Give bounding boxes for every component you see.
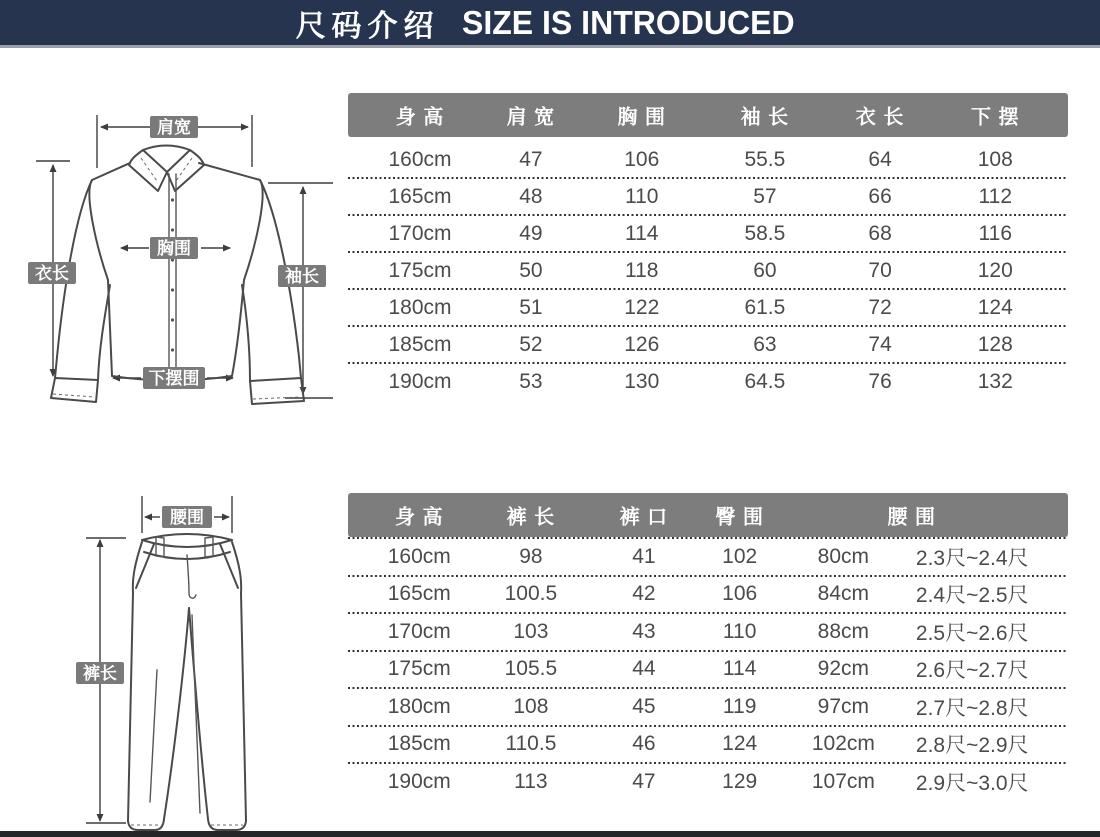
chest-label [150, 237, 198, 259]
table-cell: 52 [519, 332, 543, 356]
table-cell: 42 [632, 582, 656, 606]
table-cell: 170cm [387, 619, 451, 643]
table-cell: 44 [632, 657, 656, 681]
table-cell: 51 [519, 295, 543, 319]
shirt-size-table [348, 93, 1068, 399]
table-cell: 130 [624, 369, 660, 393]
table-row [348, 764, 1068, 800]
table-cell: 97cm [817, 694, 870, 718]
table-cell: 63 [753, 332, 777, 356]
table-cell: 108 [977, 147, 1013, 171]
table-cell: 57 [753, 184, 777, 208]
table-cell: 64 [868, 147, 892, 171]
table-cell: 180cm [387, 694, 451, 718]
table-cell: 185cm [387, 732, 451, 756]
table-cell: 114 [625, 221, 659, 245]
table-cell: 58.5 [744, 221, 786, 245]
shoulder-width-label-text: 肩宽 [157, 118, 191, 137]
column-header: 裤 口 [619, 506, 669, 529]
table-cell: 74 [868, 332, 892, 356]
table-cell: 165cm [388, 184, 452, 208]
column-header: 腰 围 [887, 506, 937, 529]
table-cell: 105.5 [504, 657, 558, 681]
pants-size-table [348, 493, 1068, 800]
table-cell: 170cm [388, 221, 452, 245]
table-cell: 47 [632, 769, 656, 793]
table-row [348, 689, 1068, 725]
column-header: 身 高 [395, 106, 445, 129]
table-cell: 110.5 [505, 732, 557, 756]
shoulder-width-label [150, 116, 198, 138]
table-cell: 2.4尺~2.5尺 [915, 584, 1029, 608]
table-cell: 2.3尺~2.4尺 [915, 546, 1029, 570]
column-header: 裤 长 [506, 506, 556, 529]
table-cell: 61.5 [744, 295, 786, 319]
table-cell: 190cm [388, 369, 452, 393]
shirt-table-body [348, 142, 1068, 399]
shirt-drawing [51, 146, 304, 405]
pants-drawing [128, 534, 246, 830]
table-cell: 2.7尺~2.8尺 [915, 696, 1029, 720]
pants-length-label-text: 裤长 [83, 664, 117, 683]
table-cell: 108 [513, 694, 549, 718]
table-cell: 47 [519, 147, 543, 171]
column-header: 身 高 [394, 506, 444, 529]
table-cell: 45 [632, 694, 656, 718]
column-header: 下 摆 [970, 106, 1020, 129]
table-row [348, 727, 1068, 763]
table-cell: 165cm [387, 582, 451, 606]
table-cell: 84cm [817, 582, 870, 606]
table-cell: 68 [868, 221, 892, 245]
table-cell: 72 [868, 295, 892, 319]
waist-label [162, 506, 212, 528]
table-row [348, 364, 1068, 399]
table-cell: 120 [977, 258, 1013, 282]
table-cell: 50 [519, 258, 543, 282]
table-cell: 132 [977, 369, 1013, 393]
table-cell: 128 [977, 332, 1013, 356]
chest-label-text: 胸围 [157, 239, 191, 258]
table-cell: 49 [519, 221, 543, 245]
title-banner [0, 0, 1100, 48]
table-cell: 102 [722, 544, 758, 568]
table-cell: 110 [722, 619, 757, 643]
table-cell: 116 [978, 221, 1013, 245]
sleeve-length-label-text: 袖长 [285, 267, 319, 286]
column-header: 衣 长 [855, 106, 905, 129]
table-cell: 53 [519, 369, 543, 393]
table-cell: 43 [632, 619, 656, 643]
pants-table-header [348, 493, 1068, 537]
table-cell: 41 [632, 544, 656, 568]
table-cell: 119 [722, 694, 757, 718]
table-cell: 110 [625, 184, 659, 208]
column-header: 肩 宽 [506, 106, 556, 129]
table-cell: 76 [868, 369, 892, 393]
sleeve-length-label [278, 265, 326, 287]
table-cell: 160cm [387, 544, 451, 568]
table-cell: 175cm [387, 657, 451, 681]
table-cell: 185cm [388, 332, 452, 356]
table-cell: 124 [722, 732, 758, 756]
table-cell: 48 [519, 184, 543, 208]
column-header: 袖 长 [740, 106, 790, 129]
hem-label-text: 下摆围 [148, 369, 200, 388]
table-cell: 160cm [388, 147, 452, 171]
column-header: 胸 围 [617, 106, 667, 129]
table-row [348, 179, 1068, 214]
table-cell: 2.9尺~3.0尺 [915, 771, 1029, 795]
table-cell: 66 [868, 184, 892, 208]
waist-label-text: 腰围 [170, 508, 204, 527]
table-cell: 106 [624, 147, 660, 171]
hem-label [143, 367, 205, 389]
bottom-border-bar [0, 831, 1100, 837]
table-cell: 175cm [388, 258, 452, 282]
table-cell: 98 [519, 544, 543, 568]
table-cell: 103 [513, 619, 549, 643]
garment-length-label [28, 262, 76, 284]
table-row [348, 539, 1068, 575]
table-cell: 60 [753, 258, 777, 282]
table-cell: 64.5 [744, 369, 786, 393]
table-cell: 124 [977, 295, 1013, 319]
table-cell: 92cm [817, 657, 870, 681]
page-title-zh: 尺码介绍 [295, 9, 440, 43]
pants-diagram [50, 478, 350, 833]
table-row [348, 253, 1068, 288]
table-cell: 112 [978, 184, 1013, 208]
page-title-en: SIZE IS INTRODUCED [461, 3, 795, 41]
table-cell: 55.5 [744, 147, 786, 171]
shirt-diagram [0, 95, 345, 415]
table-cell: 106 [722, 582, 758, 606]
table-cell: 70 [868, 258, 892, 282]
table-cell: 2.8尺~2.9尺 [915, 734, 1029, 758]
table-row [348, 142, 1068, 177]
column-header: 臀 围 [715, 506, 764, 529]
shirt-table-header [348, 93, 1068, 137]
table-row [348, 652, 1068, 688]
pants-table-body [348, 537, 1068, 800]
table-cell: 107cm [811, 769, 875, 793]
table-cell: 180cm [388, 295, 452, 319]
table-row [348, 614, 1068, 650]
table-cell: 114 [722, 657, 757, 681]
table-cell: 100.5 [504, 582, 558, 606]
table-cell: 122 [624, 295, 660, 319]
table-cell: 126 [624, 332, 660, 356]
table-row [348, 577, 1068, 613]
table-cell: 113 [514, 769, 548, 793]
garment-length-label-text: 衣长 [35, 264, 69, 283]
table-cell: 2.6尺~2.7尺 [915, 659, 1029, 683]
table-cell: 102cm [811, 732, 875, 756]
pants-length-label [76, 662, 124, 684]
table-cell: 118 [625, 258, 659, 282]
table-cell: 129 [722, 769, 758, 793]
table-cell: 88cm [817, 619, 870, 643]
table-cell: 46 [632, 732, 656, 756]
table-row [348, 327, 1068, 362]
table-row [348, 290, 1068, 325]
table-cell: 80cm [817, 544, 870, 568]
table-cell: 2.5尺~2.6尺 [915, 621, 1029, 645]
table-cell: 190cm [387, 769, 451, 793]
table-row [348, 216, 1068, 251]
